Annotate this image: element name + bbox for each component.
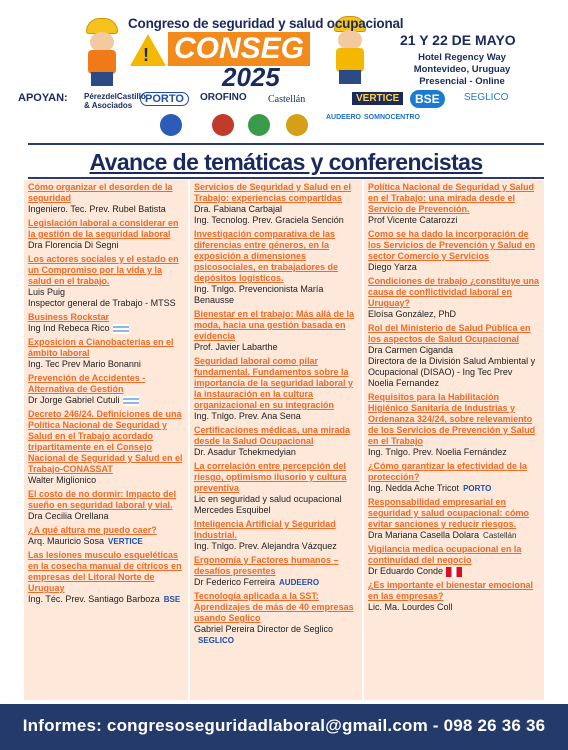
talk-title[interactable]: El costo de no dormir: Impacto del sueño en seguridad laboral y vial. [28, 489, 177, 510]
talk-speaker: Ing. Téc. Prev. Santiago Barboza [28, 594, 160, 604]
talk-speaker: Ing. Tnlgo. Prev. Alejandra Vázquez [194, 541, 337, 551]
talk-entry [194, 461, 358, 516]
talk-speaker: Arq. Mauricio Sosa [28, 536, 105, 546]
talk-title[interactable]: Inteligencia Artificial y Seguridad Industrial. [194, 519, 336, 540]
talk-title[interactable]: La correlación entre percepción del riesgo, optimismo ilusorio y cultura preventiva [194, 461, 347, 493]
talk-title[interactable]: Las lesiones musculo esqueléticas en la cosecha manual de cítricos en empresas del Litoral Norte de Uruguay [28, 550, 182, 593]
talk-speaker: Eloísa González, PhD [368, 309, 457, 319]
talk-entry [368, 323, 540, 389]
talk-entry [194, 519, 358, 552]
talk-entry [368, 461, 540, 494]
sponsor-logo-audeero: AUDEERO [279, 578, 320, 587]
talk-entry [28, 218, 184, 251]
talk-entry [28, 312, 184, 334]
talk-speaker-2: Ing. Tecnolog. Prev. Graciela Sención [194, 215, 344, 225]
talk-speaker: Ing. Tnlgo. Prevencionista María Benausse [194, 284, 324, 305]
talk-speaker-line [28, 395, 184, 406]
heading-bar [28, 143, 544, 179]
talk-speaker-line [28, 594, 184, 605]
talk-entry [28, 182, 184, 215]
sponsor-logo-castellan: Castellán [483, 531, 517, 540]
talk-speaker: Walter Miglionico [28, 475, 97, 485]
conseg-logo: CONSEG [168, 32, 310, 66]
talk-title[interactable]: Vigilancia medica ocupacional en la continuidad del negocio [368, 544, 522, 565]
talk-speaker: Lic. Ma. Lourdes Coll [368, 602, 453, 612]
talk-speaker-line [368, 530, 540, 541]
talks-column-2 [190, 180, 362, 700]
talk-speaker: Ing. Tec Prev Mario Bonanni [28, 359, 141, 369]
event-location [402, 52, 522, 88]
talk-title[interactable]: Prevención de Accidentes - Alternativa de Gestión [28, 373, 146, 394]
talk-title[interactable]: Los actores sociales y el estado en un Compromiso por la vida y la salud en el trabajo. [28, 254, 179, 286]
talk-title[interactable]: Responsabilidad empresarial en seguridad y salud ocupacional: cómo evitar sanciones y reducir riesgos. [368, 497, 530, 529]
event-year: 2025 [222, 62, 280, 92]
talk-speaker: Prof. Javier Labarthe [194, 342, 278, 352]
talk-speaker-line [368, 566, 540, 577]
talk-speaker: Dr. Asadur Tchekmedyian [194, 447, 296, 457]
modality: Presencial - Online [419, 76, 505, 87]
supporter-logo-porto: PORTO [140, 92, 189, 106]
sponsor-logo-seglico: SEGLICO [198, 636, 235, 645]
talk-title[interactable]: Bienestar en el trabajo: Más allá de la moda, hacia una gestión basada en evidencia [194, 309, 355, 341]
talk-speaker: Ing. Nedda Ache Tricot [368, 483, 460, 493]
talk-entry [194, 425, 358, 458]
talk-entry [368, 229, 540, 273]
talk-entry [194, 182, 358, 226]
talk-entry [194, 356, 358, 422]
talk-title[interactable]: Política Nacional de Seguridad y Salud en el Trabajo: una mirada desde el Servicio de Prevención. [368, 182, 535, 214]
supporter-logo-audeero: AUDEERO [326, 114, 362, 121]
talk-speaker: Dra. Fabiana Carbajal [194, 204, 283, 214]
talk-speaker: Dra Florencia Di Segni [28, 240, 119, 250]
talk-speaker: Dr Eduardo Conde [368, 566, 444, 576]
talk-entry [28, 489, 184, 522]
talk-title[interactable]: Cómo organizar el desorden de la seguridad [28, 182, 173, 203]
talk-speaker: Dra Carmen Ciganda [368, 345, 454, 355]
talk-speaker: Ing. Tnlgo. Prev. Ana Sena [194, 411, 301, 421]
supporter-logo-seal [286, 114, 308, 136]
talk-speaker-role: Inspector general de Trabajo - MTSS [28, 298, 176, 308]
talk-title[interactable]: Business Rockstar [28, 312, 110, 322]
talk-title[interactable]: Exposicion a Cianobacterias en el ámbito laboral [28, 337, 174, 358]
talks-grid [24, 180, 544, 700]
talk-title[interactable]: Condiciones de trabajo ¿constituye una causa de conflictividad laboral en Uruguay? [368, 276, 540, 308]
sponsor-logo-porto: PORTO [463, 484, 492, 493]
supporter-logo-perezdelcastillo: PérezdelCastillo & Asociados [84, 92, 146, 110]
supporter-logo-castellan: Castellán [268, 94, 306, 105]
talk-entry [28, 409, 184, 486]
talk-title[interactable]: Investigación comparativa de las diferencias entre géneros, en la exposición a dimensiones psicosociales, en trabajadores de depósitos logísticos. [194, 229, 339, 283]
uruguay-flag-icon [113, 324, 129, 334]
talk-entry [28, 373, 184, 406]
talk-entry [194, 555, 358, 588]
supporter-logo-seglico: SEGLICO [464, 92, 509, 103]
talk-title[interactable]: Requisitos para la Habilitación Higiénico Sanitaria de Industrias y Ordenanza 324/24, sobre relevamiento de los Servicios de Prevención y Salud en el Trabajo [368, 392, 536, 446]
talk-speaker: Ing Ind Rebeca Rico [28, 323, 110, 333]
talk-title[interactable]: Seguridad laboral como pilar fundamental. Fundamentos sobre la importancia de la seguridad laboral y la instauración en la cultura organizacional en su integración [194, 356, 354, 410]
talk-entry [368, 497, 540, 541]
venue: Hotel Regency Way [418, 52, 506, 63]
talk-entry [194, 229, 358, 306]
event-header [0, 0, 568, 142]
supporter-logo-emblem [212, 114, 234, 136]
talk-title[interactable]: Rol del Ministerio de Salud Pública en los aspectos de Salud Ocupacional [368, 323, 531, 344]
supporter-logo-vertice: VERTICE [352, 92, 403, 105]
talk-title[interactable]: Servicios de Seguridad y Salud en el Trabajo: experiencias compartidas [194, 182, 352, 203]
talk-speaker: Ing. Tnlgo. Prev. Noelia Fernández [368, 447, 507, 457]
talk-speaker-role: Directora de la División Salud Ambiental y Ocupacional (DISAO) - Ing Tec Prev Noelia Fernandez [368, 356, 536, 388]
talk-title[interactable]: Legislación laboral a considerar en la gestión de la seguridad laboral [28, 218, 179, 239]
sponsor-logo-vertice: VERTICE [108, 537, 143, 546]
talk-speaker-line [194, 624, 358, 646]
talk-speaker-line [194, 577, 358, 588]
talk-speaker-line [28, 323, 184, 334]
talk-speaker: Diego Yarza [368, 262, 417, 272]
talk-entry [28, 550, 184, 605]
page-heading: Avance de temáticas y conferencistas [89, 149, 483, 175]
talk-title[interactable]: Como se ha dado la incorporación de los Servicios de Prevención y Salud en sector Comercio y Servicios [368, 229, 536, 261]
talk-entry [194, 309, 358, 353]
supporter-logo-cross [248, 114, 270, 136]
talk-speaker-line [28, 536, 184, 547]
uruguay-flag-icon [123, 396, 139, 406]
peru-flag-icon [446, 567, 462, 577]
contact-info[interactable]: Informes: congresoseguridadlaboral@gmail.com - 098 26 36 36 [22, 716, 546, 735]
talk-entry [28, 525, 184, 547]
talk-speaker-line [368, 483, 540, 494]
talk-speaker: Dr Federico Ferreira [194, 577, 276, 587]
worker-mascot-left [82, 18, 122, 88]
talk-speaker: Dr Jorge Gabriel Cutuli [28, 395, 120, 405]
sponsor-logo-bse: BSE [163, 595, 181, 604]
talk-entry [368, 580, 540, 613]
supporter-logo-somnocentro: SOMNOCENTRO [364, 114, 420, 121]
talk-entry [28, 337, 184, 370]
event-dates: 21 Y 22 DE MAYO [400, 32, 516, 48]
supporter-logo-orofino: OROFINO [200, 92, 247, 103]
talk-speaker: Gabriel Pereira Director de Seglico [194, 624, 334, 634]
talk-title[interactable]: Certificaciones médicas, una mirada desde la Salud Ocupacional [194, 425, 351, 446]
talk-title[interactable]: ¿Es importante el bienestar emocional en las empresas? [368, 580, 534, 601]
talk-entry [194, 591, 358, 646]
city: Montevideo, Uruguay [413, 64, 511, 75]
talk-speaker: Luis Puig [28, 287, 66, 297]
talk-speaker: Dra Cecilia Orellana [28, 511, 109, 521]
talk-entry [368, 392, 540, 458]
talk-speaker: Ingeniero. Tec. Prev. Rubel Batista [28, 204, 166, 214]
talk-entry [28, 254, 184, 309]
supporter-logo-camara-comercio [160, 114, 182, 136]
supporters-label: APOYAN: [18, 92, 68, 104]
congress-title: Congreso de seguridad y salud ocupacional [128, 16, 404, 31]
talk-speaker: Lic en seguridad y salud ocupacional Mercedes Esquibel [194, 494, 342, 515]
talk-title[interactable]: ¿Cómo garantizar la efectividad de la protección? [368, 461, 528, 482]
talk-entry [368, 276, 540, 320]
contact-footer [0, 704, 568, 750]
talks-column-1 [24, 180, 188, 700]
talks-column-3 [364, 180, 544, 700]
talk-title[interactable]: ¿A qué altura me puedo caer? [28, 525, 157, 535]
talk-speaker: Dra Mariana Casella Dolara [368, 530, 480, 540]
talk-title[interactable]: Decreto 246/24. Definiciones de una Política Nacional de Seguridad y Salud en el Trabajo acordado tripartitamente en el Consejo Nacional de Seguridad y Salud en el Trabajo-CONASSAT [28, 409, 183, 474]
talk-title[interactable]: Tecnología aplicada a la SST: Aprendizajes de más de 40 empresas usando Seglico [194, 591, 354, 623]
talk-title[interactable]: Ergonomía y Factores humanos – desafíos presentes [194, 555, 339, 576]
warning-exclamation-icon: ! [143, 45, 149, 65]
supporter-logo-bse: BSE [410, 90, 445, 108]
talk-entry [368, 182, 540, 226]
talk-speaker: Prof Vicente Catarozzi [368, 215, 458, 225]
talk-entry [368, 544, 540, 577]
